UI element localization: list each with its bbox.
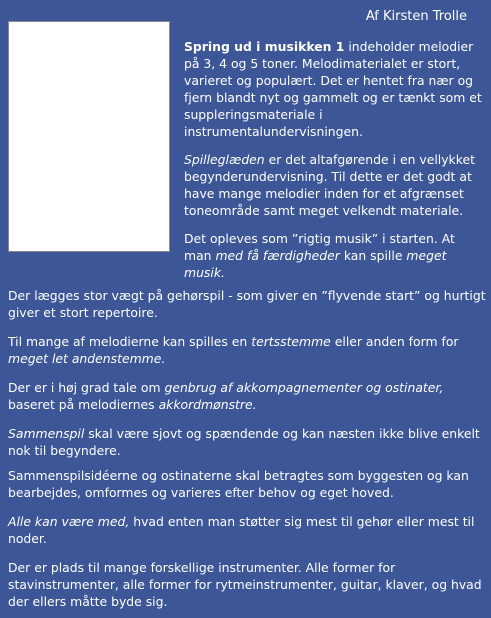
emphasis-text: meget let andenstemme.	[8, 351, 166, 366]
emphasis-text: genbrug af akkompagnementer og ostinater,	[164, 380, 444, 395]
paragraph-text: skal være sjovt og spændende og kan næsten ikke blive enkelt nok til begyndere.	[8, 426, 480, 458]
emphasis-text: med få færdigheder	[215, 248, 340, 263]
paragraph-instrumenter: Der er plads til mange forskellige instrumenter. Alle former for stavinstrumenter, alle former for rytmeinstrumenter, guitar, klaver, og hvad der ellers måtte byde sig.	[8, 560, 482, 609]
paragraph-sammenspil	[8, 425, 486, 459]
intro-paragraph-3-text-a: Det opleves som ”rigtig musik” i starten. At man	[184, 231, 455, 263]
paragraph-text: eller anden form for	[330, 334, 459, 349]
paragraph-alle-kan	[8, 513, 486, 547]
intro-paragraph-3-text-b: kan spille	[339, 248, 407, 263]
emphasis-text: Spilleglæden	[184, 152, 265, 167]
intro-paragraph-2-text: er det altafgørende i en vellykket begynderundervisning. Til dette er det godt at have mange melodier inden for et afgrænset toneområde samt meget velkendt materiale.	[184, 152, 475, 218]
image-placeholder	[8, 21, 170, 252]
main-text	[8, 287, 486, 618]
emphasis-text: Sammenspil	[8, 426, 85, 441]
emphasis-text: akkordmønstre.	[158, 397, 257, 412]
paragraph-byggesten: Sammenspilsidéerne og ostinaterne skal betragtes som byggesten og kan bearbejdes, omformes og varieres efter behov og eget hoved.	[8, 468, 469, 500]
intro-paragraph-3	[184, 230, 484, 281]
paragraph-tertsstemme	[8, 333, 486, 367]
paragraph-text: Der er i høj grad tale om	[8, 380, 165, 395]
intro-paragraph-1	[184, 38, 484, 140]
emphasis-text: Alle kan være med,	[8, 514, 130, 529]
paragraph-text: baseret på melodiernes	[8, 397, 159, 412]
paragraph-text: hvad enten man støtter sig mest til gehør eller mest til noder.	[8, 514, 475, 546]
book-title: Spring ud i musikken 1	[184, 39, 345, 54]
author-byline: Af Kirsten Trolle	[365, 9, 467, 24]
intro-paragraph-2	[184, 151, 484, 219]
emphasis-text: tertsstemme	[251, 334, 331, 349]
paragraph-text: Til mange af melodierne kan spilles en	[8, 334, 252, 349]
paragraph-genbrug	[8, 379, 486, 413]
intro-paragraph-1-text: indeholder melodier på 3, 4 og 5 toner. Melodimaterialet er stort, varieret og populært. Det er hentet fra nær og fjern blandt nyt og gammelt og er tænkt som et suppleringsmateriale i instrumentalundervisningen.	[184, 39, 482, 139]
intro-column	[184, 38, 484, 281]
paragraph-gehoerspil: Der lægges stor vægt på gehørspil - som giver en ”flyvende start” og hurtigt giver et stort repertoire.	[8, 288, 486, 320]
emphasis-text: meget musik.	[184, 248, 447, 280]
